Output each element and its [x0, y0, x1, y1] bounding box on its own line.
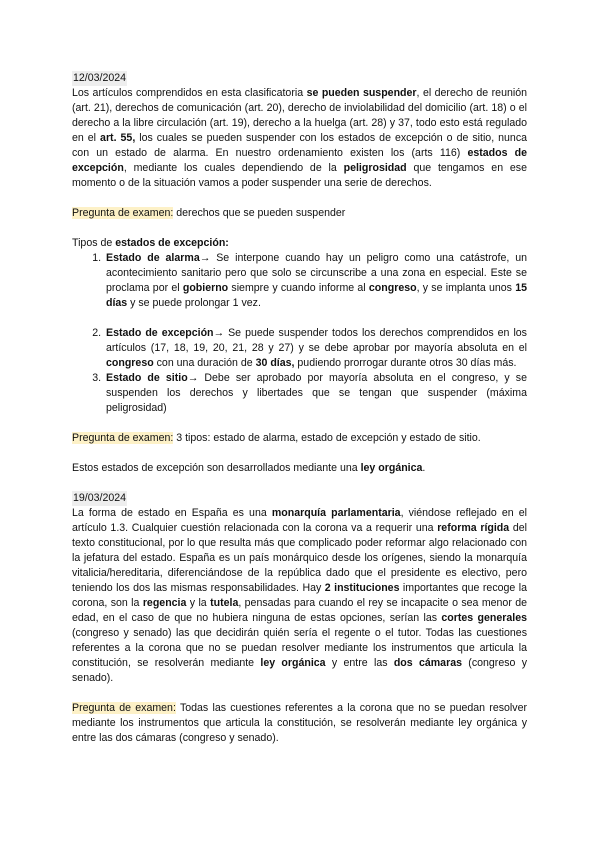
text-run: y la: [186, 597, 211, 609]
list-item-alarma: [104, 251, 527, 311]
list-item-sitio: [104, 371, 527, 416]
bold-text: Estado de excepción: [106, 327, 214, 339]
text-run: y entre las: [325, 657, 394, 669]
date-2: [72, 491, 527, 506]
text-run: Los artículos comprendidos en esta clasificatoria: [72, 87, 307, 99]
bold-text: art. 55,: [100, 132, 136, 144]
exam-text: derechos que se pueden suspender: [173, 207, 346, 219]
exam-question-1: [72, 206, 527, 221]
bold-text: 30 días,: [255, 357, 295, 369]
text-run: que tengamos en ese momento o de la situación vamos a poder suspender una serie de derechos.: [72, 162, 527, 189]
bold-text: regencia: [142, 597, 187, 609]
bold-text: reforma rígida: [437, 522, 510, 534]
bold-text: Estado de alarma: [106, 252, 200, 264]
text-run: Tipos de: [72, 237, 116, 249]
text-run: siempre y cuando informe al: [228, 282, 369, 294]
exam-label: Pregunta de examen:: [72, 432, 174, 444]
types-list: [72, 251, 527, 416]
bold-text: 15 días: [106, 282, 527, 309]
bold-text: congreso: [368, 282, 417, 294]
exam-text: 3 tipos: estado de alarma, estado de excepción y estado de sitio.: [173, 432, 481, 444]
bold-text: gobierno: [182, 282, 229, 294]
bold-text: estados de excepción:: [115, 237, 229, 249]
exam-question-3: [72, 701, 527, 746]
text-run: , y se implanta unos: [416, 282, 516, 294]
bold-text: tutela: [210, 597, 239, 609]
text-run: → Se interpone cuando hay un peligro como una catástrofe, un acontecimiento sanitario pero que solo se circunscribe a una zona en especial. Este se proclama por el: [106, 252, 528, 294]
text-run: importantes que recoge la corona, son la: [72, 582, 528, 609]
exam-label: Pregunta de examen:: [72, 207, 174, 219]
text-run: (congreso y senado) las que decidirán quién sería el regente o el tutor. Todas las cuestiones referentes a la corona que no se puedan resolver mediante los instrumentos que articula la constitución, se resolverán mediante: [72, 627, 527, 669]
date-label: 19/03/2024: [73, 492, 127, 504]
text-run: Estos estados de excepción son desarrollados mediante una: [72, 462, 361, 474]
intro-paragraph: [72, 86, 527, 191]
organic-law-sentence: [72, 461, 527, 476]
text-run: La forma de estado en España es una: [72, 507, 272, 519]
text-run: , viéndose reflejado en el artículo 1.3. Cualquier cuestión relacionada con la corona va a requerir una: [72, 507, 527, 534]
bold-text: Estado de sitio: [106, 372, 188, 384]
date-1: [72, 71, 527, 86]
bold-text: estados de excepción: [72, 147, 528, 174]
bold-text: se pueden suspender: [306, 87, 417, 99]
text-run: del texto constitucional, por lo que resulta más que complicado poder reformar algo relacionado con la jefatura del estado. España es un país monárquico desde los orígenes, siendo la monarquía vitalicia/hereditaria, diferenciándose de la república dado que el presidente es electivo, pero teniendo los dos las mismas responsabilidades. Hay: [72, 522, 527, 594]
types-heading: [72, 236, 527, 251]
text-run: → Se puede suspender todos los derechos comprendidos en los artículos (17, 18, 19, 20, 21, 28 y 27) y se debe aprobar por mayoría absoluta en el: [106, 327, 527, 354]
exam-question-2: [72, 431, 527, 446]
text-run: (congreso y senado).: [72, 657, 528, 684]
text-run: , pensadas para cuando el rey se incapacite o sea menor de edad, en el caso de que no hubiera ninguna de estas opciones, serían las: [72, 597, 528, 624]
text-run: los cuales se pueden suspender con los estados de excepción o de sitio, nunca con un estado de alarma. En nuestro ordenamiento existen los (arts 116): [72, 132, 528, 159]
date-label: 12/03/2024: [73, 72, 127, 84]
bold-text: ley orgánica: [260, 657, 326, 669]
bold-text: peligrosidad: [343, 162, 407, 174]
bold-text: congreso: [106, 357, 154, 369]
text-run: con una duración de: [153, 357, 256, 369]
text-run: y se puede prolongar 1 vez.: [127, 297, 261, 309]
list-item-excepcion: [104, 326, 527, 371]
document-page: [72, 71, 527, 746]
bold-text: 2 instituciones: [324, 582, 400, 594]
exam-text: Todas las cuestiones referentes a la corona que no se puedan resolver mediante los instrumentos que articula la constitución, se resolverán mediante ley orgánica y entre las dos cámaras (congreso y senado).: [72, 702, 527, 744]
text-run: , el derecho de reunión (art. 21), derechos de comunicación (art. 20), derecho de inviolabilidad del domicilio (art. 18) o el derecho a la libre circulación (art. 19), derecho a la huelga (art. 28) y 37, todo esto está regulado en el: [72, 87, 527, 144]
bold-text: cortes generales: [441, 612, 527, 624]
text-run: , mediante los cuales dependiendo de la: [123, 162, 344, 174]
bold-text: ley orgánica: [360, 462, 423, 474]
text-run: pudiendo prorrogar durante otros 30 días más.: [294, 357, 517, 369]
exam-label: Pregunta de examen:: [72, 702, 176, 714]
monarchy-paragraph: [72, 506, 527, 686]
bold-text: dos cámaras: [393, 657, 462, 669]
text-run: .: [422, 462, 426, 474]
bold-text: monarquía parlamentaria: [271, 507, 401, 519]
text-run: → Debe ser aprobado por mayoría absoluta en el congreso, y se suspenden los derechos y libertades que se tengan que suspender (máxima peligrosidad): [106, 372, 527, 414]
